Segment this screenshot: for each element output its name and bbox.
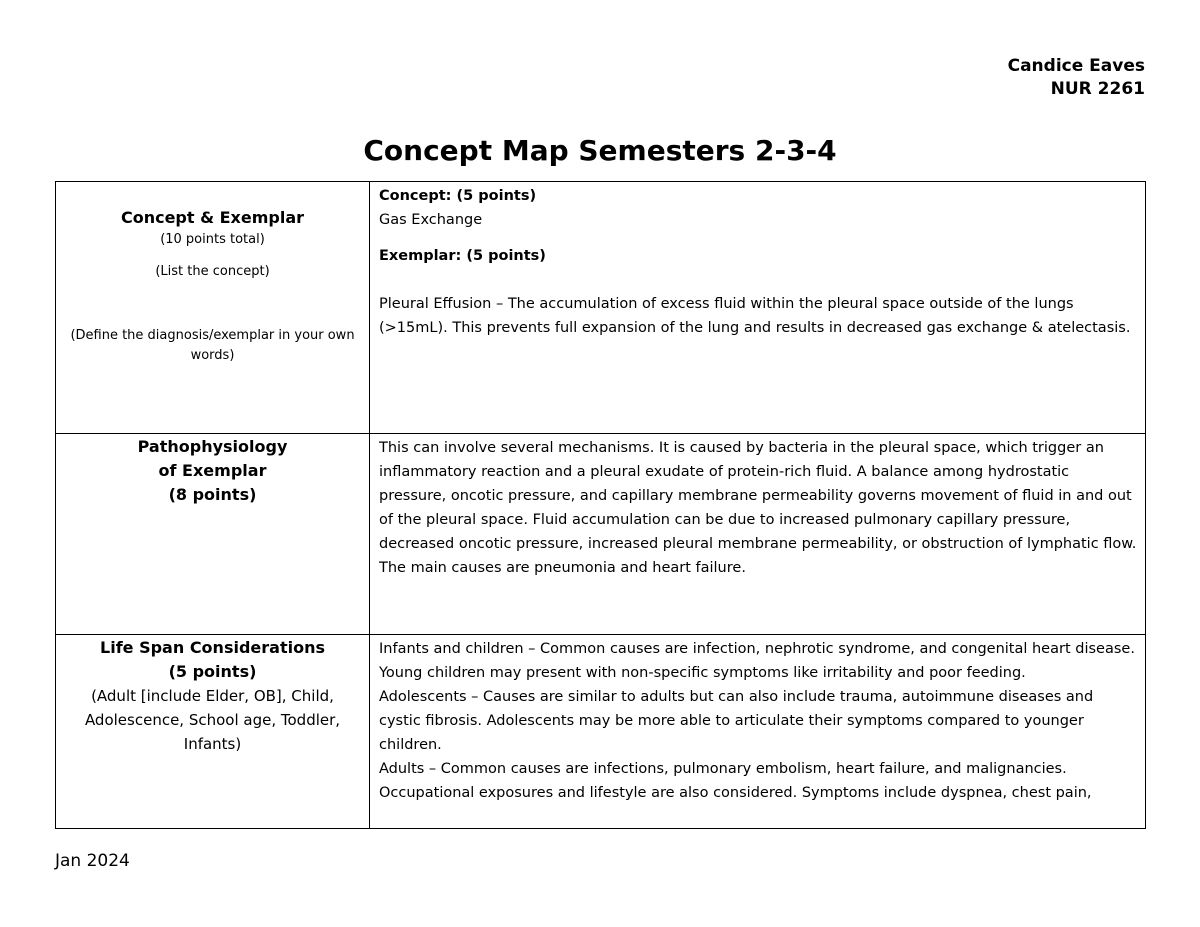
patho-label-line1: Pathophysiology (137, 437, 288, 456)
row-life-span (56, 635, 1146, 829)
concept-label-cell (56, 182, 370, 434)
author-name: Candice Eaves (1007, 56, 1145, 76)
lifespan-points: (5 points) (168, 662, 257, 681)
patho-label-cell (56, 434, 370, 635)
patho-text: This can involve several mechanisms. It is caused by bacteria in the pleural space, which trigger an inflammatory reaction and a pleural exudate of protein-rich fluid. A balance among hydrostatic pressure, oncotic pressure, and capillary membrane permeability governs movement of fluid in and out of the pleural space. Fluid accumulation can be due to increased pulmonary capillary pressure, decreased oncotic pressure, increased pleural membrane permeability, or obstruction of lymphatic flow. The main causes are pneumonia and heart failure. (379, 440, 1137, 576)
concept-define-hint: (Define the diagnosis/exemplar in your own words) (70, 328, 355, 363)
concept-points: (10 points total) (160, 232, 265, 247)
lifespan-adolescents: Adolescents – Causes are similar to adults but can also include trauma, autoimmune diseases and cystic fibrosis. Adolescents may be more able to articulate their symptoms compared to younger children. (379, 689, 1094, 753)
patho-points: (8 points) (168, 485, 257, 504)
footer-date: Jan 2024 (55, 851, 130, 871)
concept-label: Concept & Exemplar (120, 208, 305, 227)
exemplar-definition: Pleural Effusion – The accumulation of excess fluid within the pleural space outside of the lungs (>15mL). This prevents full expansion of the lung and results in decreased gas exchange & atelectasis. (379, 296, 1131, 336)
patho-label-line2: of Exemplar (158, 461, 267, 480)
lifespan-label-cell (56, 635, 370, 829)
lifespan-hint: (Adult [include Elder, OB], Child, Adolescence, School age, Toddler, Infants) (84, 687, 341, 753)
page-title: Concept Map Semesters 2-3-4 (363, 134, 837, 167)
course-code: NUR 2261 (1050, 79, 1145, 99)
lifespan-infants: Infants and children – Common causes are infection, nephrotic syndrome, and congenital heart disease. Young children may present with non-specific symptoms like irritability and poor feeding. (379, 641, 1135, 681)
row-concept-exemplar (56, 182, 1146, 434)
concept-heading: Concept: (5 points) (379, 188, 537, 204)
row-pathophysiology (56, 434, 1146, 635)
concept-map-table (55, 181, 1146, 829)
exemplar-heading: Exemplar: (5 points) (379, 248, 546, 264)
concept-list-hint: (List the concept) (155, 264, 270, 279)
concept-value: Gas Exchange (379, 212, 483, 228)
lifespan-content-cell (370, 635, 1146, 829)
concept-content-cell (370, 182, 1146, 434)
lifespan-label: Life Span Considerations (100, 638, 325, 657)
author-block (1008, 55, 1145, 101)
patho-content-cell (370, 434, 1146, 635)
lifespan-adults: Adults – Common causes are infections, pulmonary embolism, heart failure, and malignancies. Occupational exposures and lifestyle are also considered. Symptoms include dyspnea, chest pain, (379, 761, 1092, 801)
